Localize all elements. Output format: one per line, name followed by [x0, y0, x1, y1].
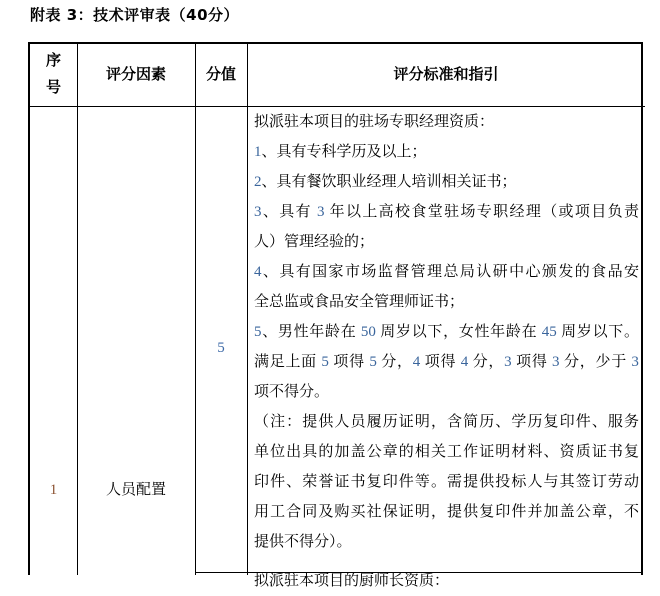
scoring-table [28, 42, 643, 589]
guideline-line: 用工合同及购买社保证明，提供复印件并加盖公章，不 [254, 504, 639, 520]
guideline-line: （注：提供人员履历证明，含简历、学历复印件、服务 [254, 414, 639, 430]
row1-number: 1 [49, 482, 58, 498]
guideline-line: 印件、荣誉证书复印件等。需提供投标人与其签订劳动 [254, 474, 639, 490]
guideline-line: 4、具有国家市场监督管理总局认研中心颁发的食品安 [254, 264, 639, 280]
guideline-line: 人）管理经验的； [254, 234, 375, 250]
column-divider-3 [247, 44, 248, 575]
header-cell-score [195, 44, 247, 106]
header-number-line2: 号 [45, 80, 61, 96]
guideline-line: 提供不得分）。 [254, 534, 352, 550]
header-cell-guideline [247, 44, 645, 106]
column-divider-2 [195, 44, 196, 575]
header-cell-number [30, 44, 77, 106]
row1-factor: 人员配置 [105, 482, 166, 498]
header-guideline-label: 评分标准和指引 [393, 66, 499, 83]
guideline-line: 2、具有餐饮职业经理人培训相关证书； [254, 174, 517, 190]
guideline-line: 拟派驻本项目的驻场专职经理资质： [254, 114, 495, 130]
next-row-clipped-text: 拟派驻本项目的厨师长资质： [254, 573, 450, 589]
guideline-line: 1、具有专科学历及以上； [254, 144, 427, 160]
row1-score-value: 5 [217, 340, 225, 356]
page-title: 附表 3：技术评审表（40分） [30, 6, 240, 24]
guideline-line: 全总监或食品安全管理师证书； [254, 294, 465, 310]
guideline-line: 项不得分。 [254, 384, 330, 400]
guideline-line: 满足上面 5 项得 5 分，4 项得 4 分，3 项得 3 分，少于 3 [254, 354, 639, 370]
guideline-line: 5、男性年龄在 50 周岁以下，女性年龄在 45 周岁以下。 [254, 324, 639, 340]
guideline-line: 3、具有 3 年以上高校食堂驻场专职经理（或项目负责 [254, 204, 639, 220]
header-score-label: 分值 [205, 66, 236, 83]
guideline-line: 单位出具的加盖公章的相关工作证明材料、资质证书复 [254, 444, 639, 460]
header-cell-factor [77, 44, 195, 106]
row1-guideline-text [254, 107, 639, 557]
header-factor-label: 评分因素 [105, 66, 166, 83]
header-number-line1: 序 [45, 53, 61, 69]
